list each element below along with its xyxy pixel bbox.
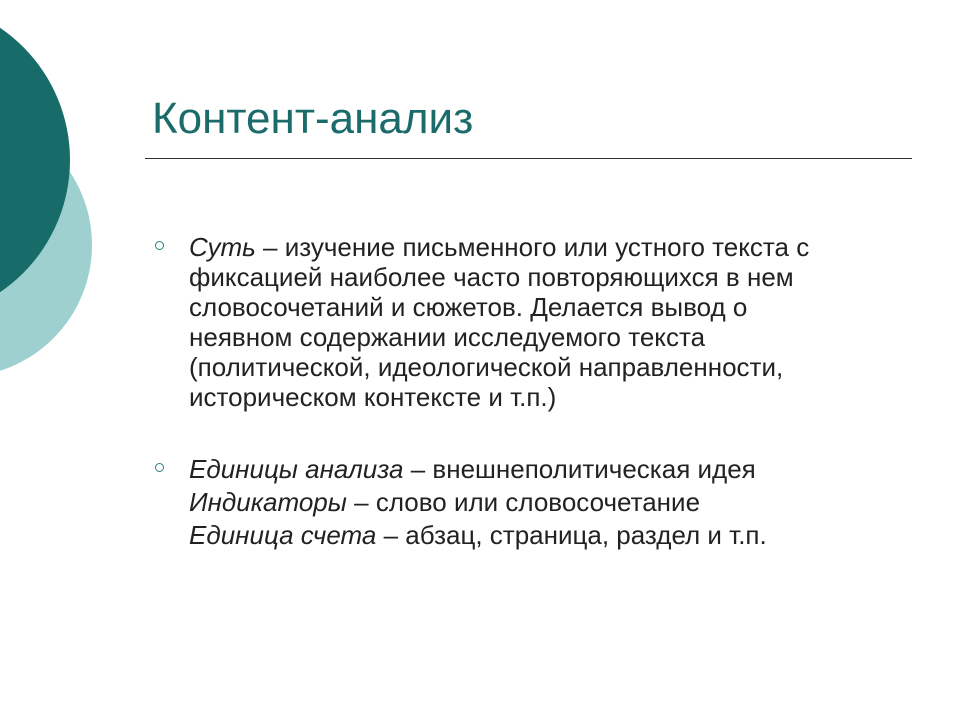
bullet-circle-icon bbox=[155, 241, 164, 250]
slide-title: Контент-анализ bbox=[152, 94, 474, 143]
bullet-circle-icon bbox=[155, 463, 164, 472]
essence-text-line-6: историческом контексте и т.п.) bbox=[189, 382, 557, 412]
essence-text-line-2: фиксацией наиболее часто повторяющихся в нем bbox=[189, 262, 794, 292]
bullet-list bbox=[155, 232, 905, 550]
essence-text-line-3: словосочетаний и сюжетов. Делается вывод о bbox=[189, 292, 748, 322]
indicators-text: – слово или словосочетание bbox=[346, 487, 701, 517]
count-unit-line bbox=[189, 520, 905, 550]
term-analysis-units: Единицы анализа bbox=[189, 454, 404, 484]
term-essence: Суть bbox=[189, 232, 256, 262]
bullet-essence bbox=[155, 232, 905, 412]
bullet-analysis-units bbox=[155, 454, 905, 550]
analysis-units-line bbox=[189, 454, 905, 484]
essence-text-line-4: неявном содержании исследуемого текста bbox=[189, 322, 706, 352]
indicators-line bbox=[189, 487, 905, 517]
title-underline bbox=[145, 158, 912, 159]
analysis-units-text: – внешнеполитическая идея bbox=[403, 454, 756, 484]
essence-text-line-1: – изучение письменного или устного текста с bbox=[255, 232, 810, 262]
essence-text-line-5: (политической, идеологической направленности, bbox=[189, 352, 784, 382]
term-count-unit: Единица счета bbox=[189, 520, 377, 550]
bullet-line bbox=[189, 232, 905, 262]
count-unit-text: – абзац, страница, раздел и т.п. bbox=[376, 520, 767, 550]
term-indicators: Индикаторы bbox=[189, 487, 347, 517]
